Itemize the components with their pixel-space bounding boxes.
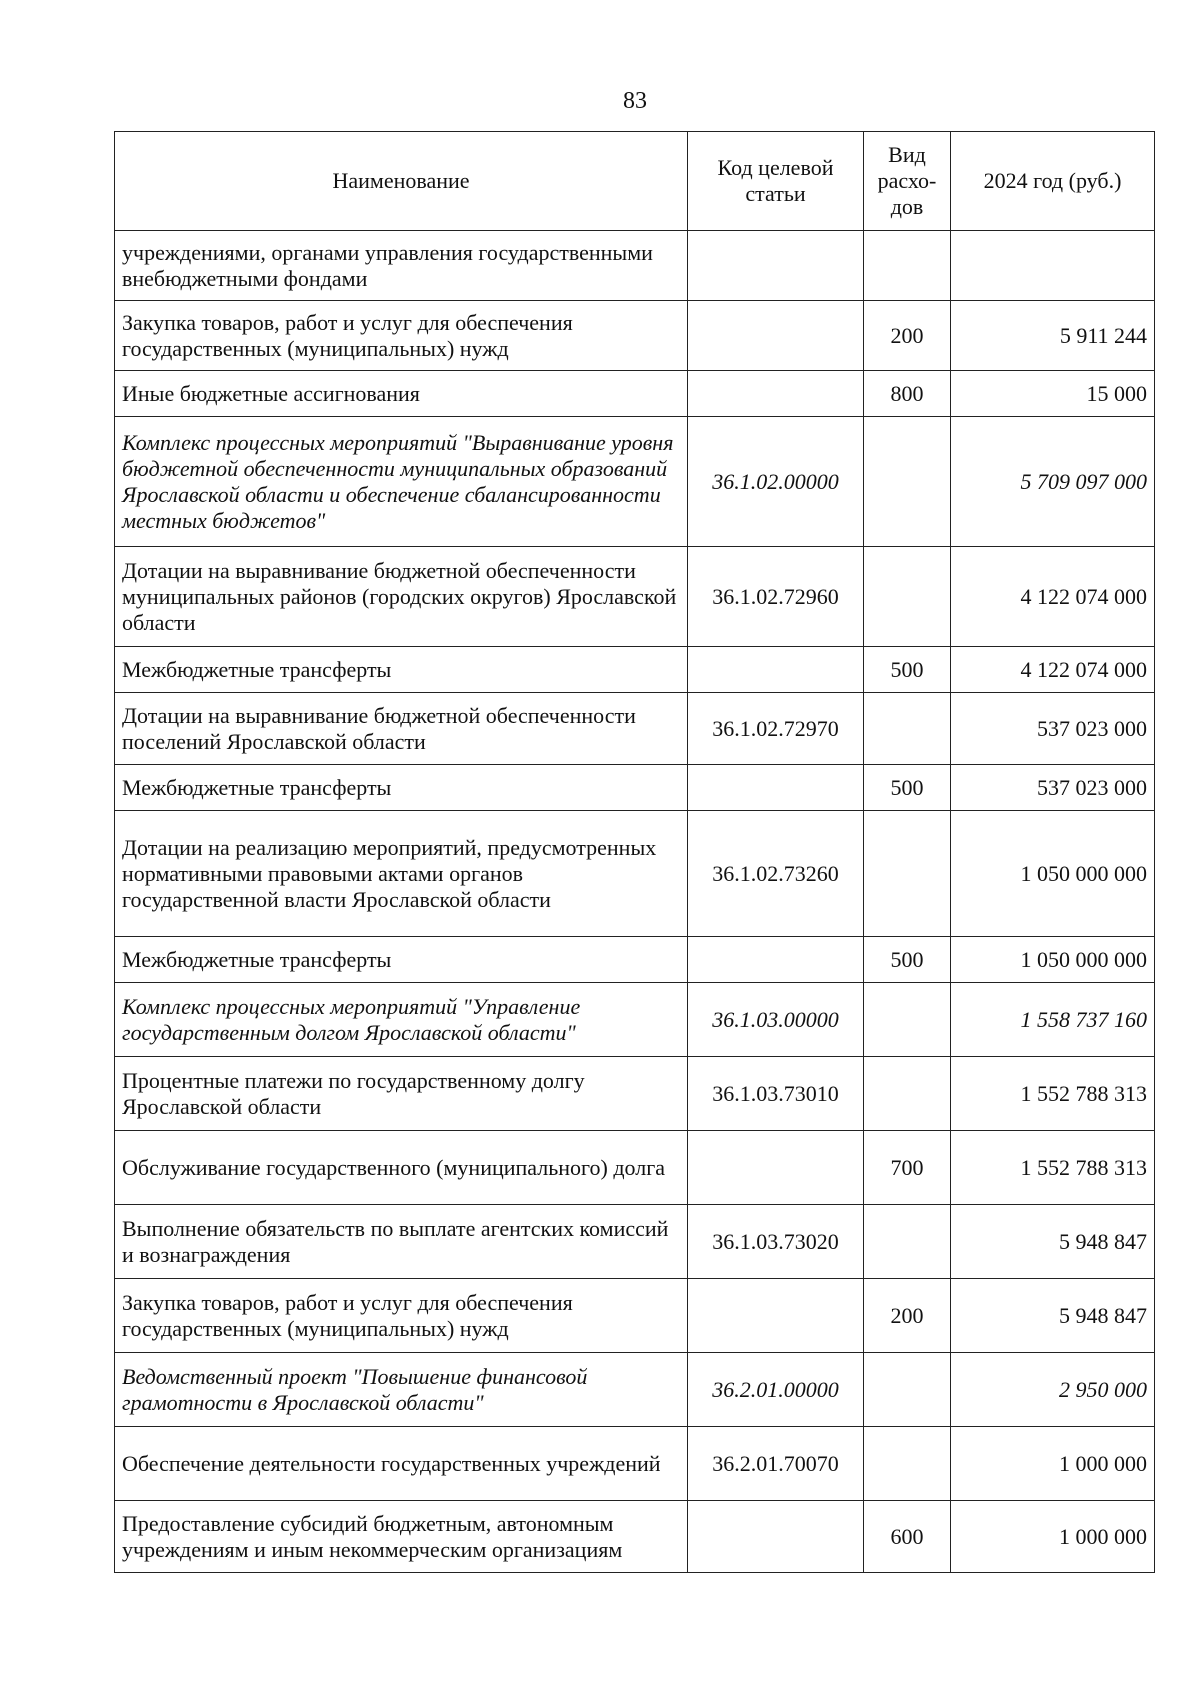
- cell-type: 800: [864, 371, 951, 417]
- table-row: [115, 937, 1155, 983]
- cell-code: [688, 301, 864, 371]
- cell-sum: 4 122 074 000: [951, 547, 1155, 647]
- cell-code: 36.1.02.73260: [688, 811, 864, 937]
- cell-type: 500: [864, 937, 951, 983]
- table-row: [115, 301, 1155, 371]
- table-row: [115, 1501, 1155, 1573]
- cell-type: [864, 1353, 951, 1427]
- table-row: [115, 417, 1155, 547]
- cell-name: Дотации на реализацию мероприятий, предусмотренных нормативными правовыми актами органов государственной власти Ярославской области: [115, 811, 688, 937]
- cell-name: Иные бюджетные ассигнования: [115, 371, 688, 417]
- cell-sum: 1 000 000: [951, 1427, 1155, 1501]
- cell-type: [864, 1427, 951, 1501]
- cell-name: Выполнение обязательств по выплате агентских комиссий и вознаграждения: [115, 1205, 688, 1279]
- cell-sum: 1 000 000: [951, 1501, 1155, 1573]
- cell-sum: 5 709 097 000: [951, 417, 1155, 547]
- cell-sum: 1 050 000 000: [951, 937, 1155, 983]
- table-row: [115, 983, 1155, 1057]
- table-row: [115, 647, 1155, 693]
- cell-sum: 5 911 244: [951, 301, 1155, 371]
- cell-code: [688, 647, 864, 693]
- cell-name: Ведомственный проект "Повышение финансовой грамотности в Ярославской области": [115, 1353, 688, 1427]
- cell-sum: 5 948 847: [951, 1205, 1155, 1279]
- cell-sum: 537 023 000: [951, 693, 1155, 765]
- cell-type: [864, 1057, 951, 1131]
- table-header-row: [115, 132, 1155, 231]
- cell-code: [688, 371, 864, 417]
- cell-sum: 4 122 074 000: [951, 647, 1155, 693]
- cell-name: Комплекс процессных мероприятий "Выравнивание уровня бюджетной обеспеченности муниципальных образований Ярославской области и обеспечение сбалансированности местных бюджетов": [115, 417, 688, 547]
- cell-type: [864, 231, 951, 301]
- cell-code: 36.1.02.72970: [688, 693, 864, 765]
- cell-sum: [951, 231, 1155, 301]
- cell-type: [864, 811, 951, 937]
- table-row: [115, 811, 1155, 937]
- cell-name: Межбюджетные трансферты: [115, 647, 688, 693]
- table-row: [115, 1353, 1155, 1427]
- cell-type: [864, 547, 951, 647]
- cell-code: [688, 1501, 864, 1573]
- cell-code: 36.1.03.73010: [688, 1057, 864, 1131]
- cell-type: 500: [864, 647, 951, 693]
- header-name: Наименование: [115, 132, 688, 231]
- table-row: [115, 1205, 1155, 1279]
- cell-code: 36.1.03.00000: [688, 983, 864, 1057]
- table-row: [115, 765, 1155, 811]
- cell-type: 200: [864, 1279, 951, 1353]
- cell-type: [864, 417, 951, 547]
- cell-type: [864, 1205, 951, 1279]
- cell-name: учреждениями, органами управления государственными внебюджетными фондами: [115, 231, 688, 301]
- cell-name: Дотации на выравнивание бюджетной обеспеченности поселений Ярославской области: [115, 693, 688, 765]
- cell-name: Дотации на выравнивание бюджетной обеспеченности муниципальных районов (городских округов) Ярославской области: [115, 547, 688, 647]
- cell-code: 36.1.02.72960: [688, 547, 864, 647]
- cell-type: 200: [864, 301, 951, 371]
- table-row: [115, 1279, 1155, 1353]
- cell-name: Межбюджетные трансферты: [115, 937, 688, 983]
- page-number: 83: [623, 88, 647, 114]
- table-row: [115, 371, 1155, 417]
- cell-code: [688, 937, 864, 983]
- cell-code: [688, 1131, 864, 1205]
- cell-sum: 1 050 000 000: [951, 811, 1155, 937]
- table-row: [115, 547, 1155, 647]
- cell-code: 36.1.03.73020: [688, 1205, 864, 1279]
- header-sum: 2024 год (руб.): [951, 132, 1155, 231]
- cell-sum: 2 950 000: [951, 1353, 1155, 1427]
- cell-type: [864, 693, 951, 765]
- cell-name: Закупка товаров, работ и услуг для обеспечения государственных (муниципальных) нужд: [115, 1279, 688, 1353]
- cell-type: 600: [864, 1501, 951, 1573]
- cell-sum: 537 023 000: [951, 765, 1155, 811]
- cell-type: [864, 983, 951, 1057]
- table-row: [115, 1057, 1155, 1131]
- table-row: [115, 693, 1155, 765]
- table-body: [115, 231, 1155, 1573]
- cell-sum: 5 948 847: [951, 1279, 1155, 1353]
- cell-sum: 1 558 737 160: [951, 983, 1155, 1057]
- cell-code: [688, 1279, 864, 1353]
- cell-code: [688, 231, 864, 301]
- budget-table: [114, 131, 1155, 1573]
- cell-sum: 15 000: [951, 371, 1155, 417]
- cell-name: Предоставление субсидий бюджетным, автономным учреждениям и иным некоммерческим организациям: [115, 1501, 688, 1573]
- header-code: Код целевой статьи: [688, 132, 864, 231]
- cell-sum: 1 552 788 313: [951, 1131, 1155, 1205]
- cell-name: Процентные платежи по государственному долгу Ярославской области: [115, 1057, 688, 1131]
- cell-code: 36.1.02.00000: [688, 417, 864, 547]
- cell-name: Обеспечение деятельности государственных учреждений: [115, 1427, 688, 1501]
- cell-code: 36.2.01.00000: [688, 1353, 864, 1427]
- cell-name: Комплекс процессных мероприятий "Управление государственным долгом Ярославской области": [115, 983, 688, 1057]
- cell-code: [688, 765, 864, 811]
- cell-code: 36.2.01.70070: [688, 1427, 864, 1501]
- cell-name: Обслуживание государственного (муниципального) долга: [115, 1131, 688, 1205]
- cell-type: 500: [864, 765, 951, 811]
- cell-type: 700: [864, 1131, 951, 1205]
- header-type: Вид расхо-дов: [864, 132, 951, 231]
- cell-name: Межбюджетные трансферты: [115, 765, 688, 811]
- cell-sum: 1 552 788 313: [951, 1057, 1155, 1131]
- table-row: [115, 1131, 1155, 1205]
- cell-name: Закупка товаров, работ и услуг для обеспечения государственных (муниципальных) нужд: [115, 301, 688, 371]
- table-row: [115, 1427, 1155, 1501]
- table-row: [115, 231, 1155, 301]
